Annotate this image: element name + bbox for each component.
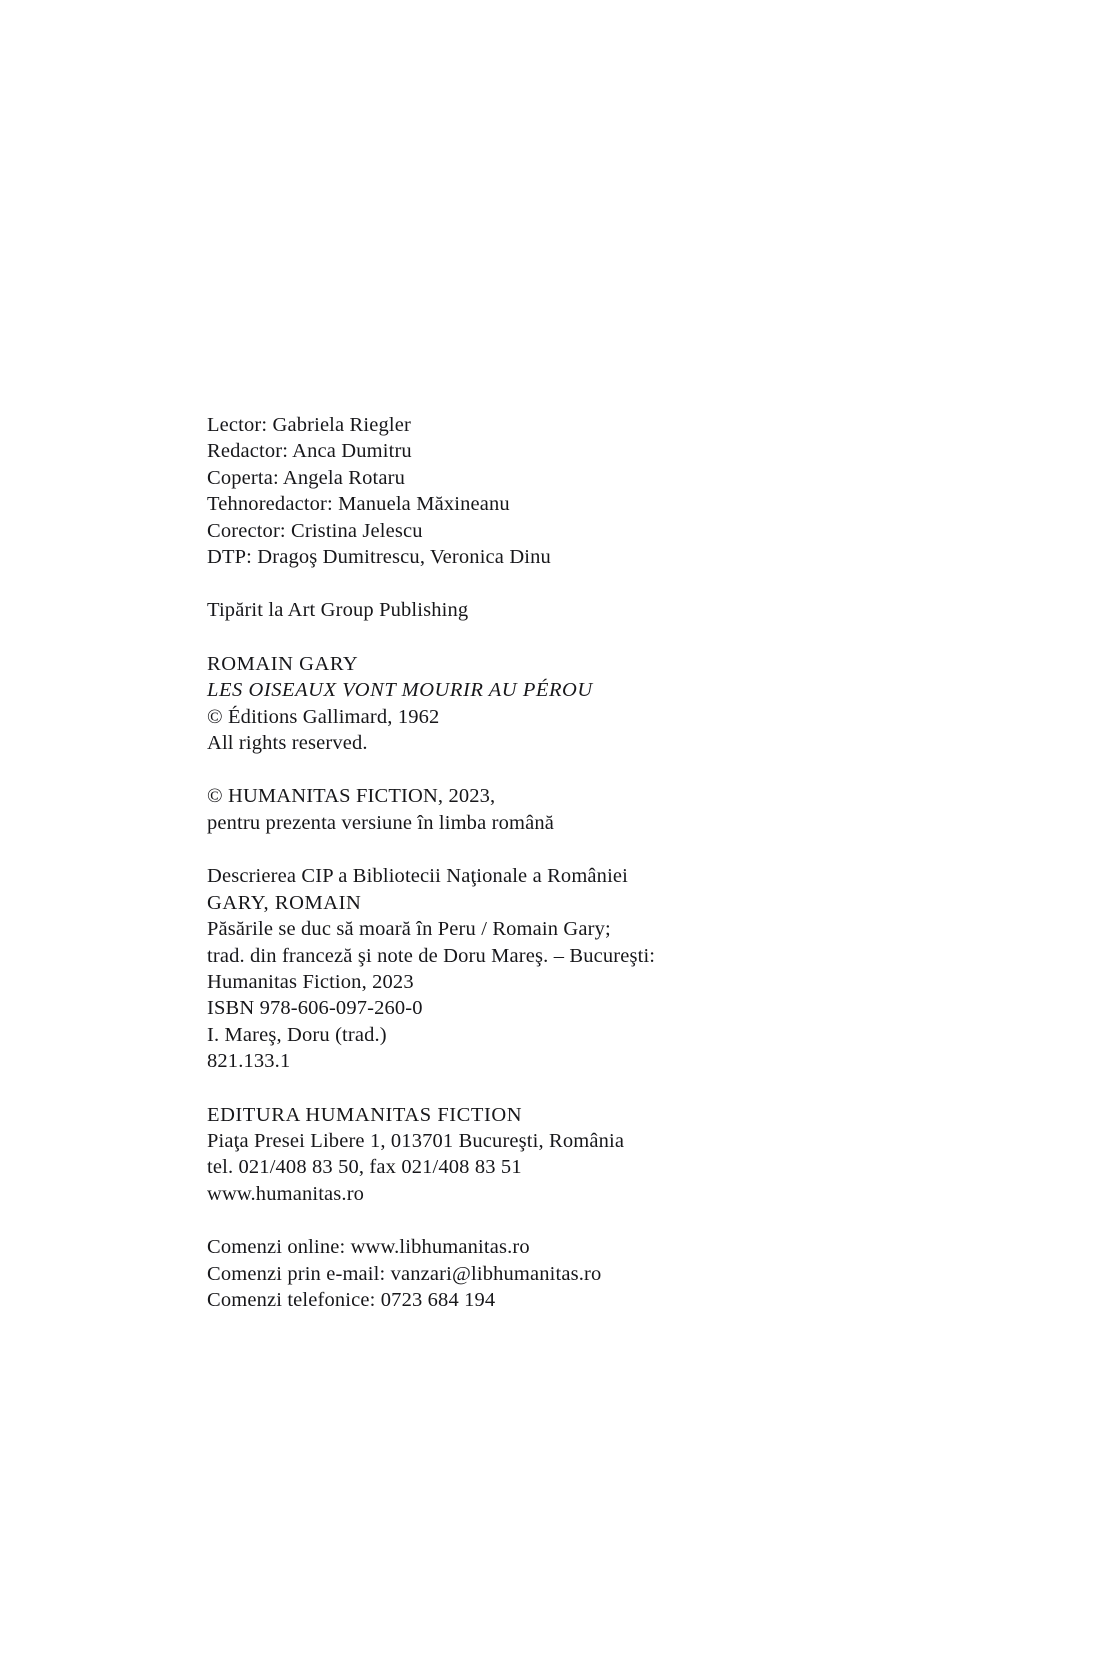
copyright-block [207,783,907,836]
printer-block [207,597,907,623]
text-line: Tehnoredactor: Manuela Măxineanu [207,493,510,516]
text-line: All rights reserved. [207,732,368,755]
text-line: trad. din franceză şi note de Doru Mareş. – Bucureşti: [207,944,656,967]
orders-block [207,1234,907,1313]
text-line: I. Mareş, Doru (trad.) [207,1023,387,1046]
text-line: Descrierea CIP a Bibliotecii Naţionale a României [207,865,629,888]
text-line: Păsările se duc să moară în Peru / Romain Gary; [207,918,611,941]
text-line: Comenzi online: www.libhumanitas.ro [207,1236,530,1259]
text-line: tel. 021/408 83 50, fax 021/408 83 51 [207,1156,522,1179]
text-line: ROMAIN GARY [207,652,359,675]
text-line: GARY, ROMAIN [207,891,362,914]
text-line: Corector: Cristina Jelescu [207,519,423,542]
text-line: ISBN 978-606-097-260-0 [207,997,423,1020]
publisher-block [207,1102,907,1208]
cip-block [207,863,907,1074]
colophon-text-column [207,412,907,1313]
text-line: 821.133.1 [207,1050,291,1073]
text-line: LES OISEAUX VONT MOURIR AU PÉROU [207,679,593,702]
text-line: www.humanitas.ro [207,1182,365,1205]
text-line: Piaţa Presei Libere 1, 013701 Bucureşti, România [207,1129,625,1152]
text-line: Comenzi prin e-mail: vanzari@libhumanitas.ro [207,1262,602,1285]
text-line: Humanitas Fiction, 2023 [207,970,414,993]
text-line: Redactor: Anca Dumitru [207,440,412,463]
original-edition-block [207,651,907,757]
text-line: Comenzi telefonice: 0723 684 194 [207,1288,496,1311]
text-line: pentru prezenta versiune în limba română [207,811,554,834]
text-line: Coperta: Angela Rotaru [207,466,405,489]
text-line: EDITURA HUMANITAS FICTION [207,1103,523,1126]
text-line: © Éditions Gallimard, 1962 [207,705,440,728]
text-line: DTP: Dragoş Dumitrescu, Veronica Dinu [207,546,551,569]
text-line: © HUMANITAS FICTION, 2023, [207,785,496,808]
credits-block [207,412,907,570]
text-line: Lector: Gabriela Riegler [207,414,411,436]
text-line: Tipărit la Art Group Publishing [207,599,469,622]
